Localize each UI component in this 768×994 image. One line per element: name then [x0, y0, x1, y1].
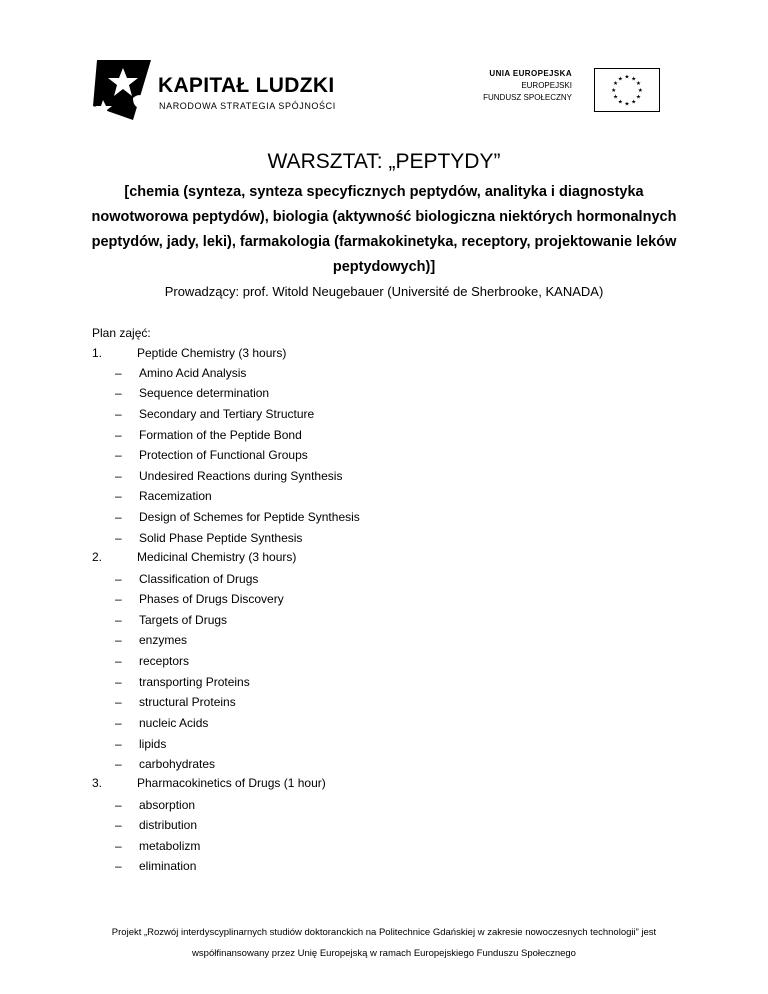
svg-text:★: ★ — [624, 74, 630, 81]
list-bullet: – — [115, 633, 122, 647]
list-item: distribution — [139, 818, 198, 832]
list-item: metabolizm — [139, 839, 201, 853]
section-title: Pharmacokinetics of Drugs (1 hour) — [137, 776, 326, 790]
svg-text:★: ★ — [612, 81, 619, 88]
list-bullet: – — [115, 818, 122, 832]
subtitle-line: peptydów, jady, leki), farmakologia (farmakokinetyka, receptory, projektowanie leków — [91, 234, 677, 250]
section-number: 3. — [92, 776, 103, 790]
list-item: Undesired Reactions during Synthesis — [139, 469, 343, 483]
list-bullet: – — [115, 531, 122, 545]
list-bullet: – — [115, 428, 122, 442]
list-item: receptors — [139, 654, 190, 668]
kapital-ludzki-logo — [93, 56, 336, 120]
list-bullet: – — [115, 592, 122, 606]
list-item: Targets of Drugs — [139, 613, 228, 627]
kapital-ludzki-subtitle: NARODOWA STRATEGIA SPÓJNOŚCI — [159, 101, 336, 111]
footer — [0, 922, 768, 964]
list-item: Solid Phase Peptide Synthesis — [139, 531, 303, 545]
list-bullet: – — [115, 675, 122, 689]
list-item: Amino Acid Analysis — [139, 366, 247, 380]
svg-text:★: ★ — [611, 87, 617, 94]
list-item: Secondary and Tertiary Structure — [139, 407, 315, 421]
list-item: Formation of the Peptide Bond — [139, 428, 302, 442]
list-bullet: – — [115, 859, 122, 873]
subtitle-line: peptydowych)] — [332, 259, 436, 275]
section-title: Peptide Chemistry (3 hours) — [137, 346, 287, 360]
list-bullet: – — [115, 757, 122, 771]
svg-text:★: ★ — [617, 76, 623, 83]
eu-line-3: FUNDUSZ SPOŁECZNY — [483, 93, 572, 102]
list-item: absorption — [139, 798, 196, 812]
list-bullet: – — [115, 839, 122, 853]
plan-label: Plan zajęć: — [92, 326, 151, 340]
svg-text:★: ★ — [635, 81, 642, 88]
svg-text:★: ★ — [635, 94, 642, 101]
eu-line-2: EUROPEJSKI — [521, 81, 572, 90]
list-bullet: – — [115, 489, 122, 503]
svg-text:★: ★ — [631, 76, 637, 83]
eu-line-1: UNIA EUROPEJSKA — [489, 69, 572, 78]
list-bullet: – — [115, 613, 122, 627]
list-item: enzymes — [139, 633, 188, 647]
svg-text:★: ★ — [617, 99, 623, 106]
list-item: Protection of Functional Groups — [139, 448, 308, 462]
list-item: Racemization — [139, 489, 212, 503]
page-title: WARSZTAT: „PEPTYDY” — [267, 150, 501, 173]
list-item: nucleic Acids — [139, 716, 209, 730]
list-bullet: – — [115, 737, 122, 751]
eu-logo — [480, 68, 660, 112]
list-item: Sequence determination — [139, 386, 270, 400]
svg-text:★: ★ — [631, 99, 637, 106]
list-bullet: – — [115, 469, 122, 483]
list-bullet: – — [115, 448, 122, 462]
subtitle-line: [chemia (synteza, synteza specyficznych peptydów, analityka i diagnostyka — [124, 184, 644, 200]
list-bullet: – — [115, 654, 122, 668]
svg-text:★: ★ — [612, 94, 619, 101]
list-bullet: – — [115, 695, 122, 709]
list-item: Phases of Drugs Discovery — [139, 592, 284, 606]
list-bullet: – — [115, 386, 122, 400]
list-bullet: – — [115, 716, 122, 730]
workshop-subtitle — [82, 180, 686, 280]
section-number: 1. — [92, 346, 103, 360]
eu-flag-icon — [594, 68, 660, 112]
list-bullet: – — [115, 510, 122, 524]
list-item: Classification of Drugs — [139, 572, 259, 586]
list-item: elimination — [139, 859, 197, 873]
svg-text:★: ★ — [624, 101, 630, 108]
kapital-ludzki-emblem-icon — [93, 56, 155, 120]
list-item: structural Proteins — [139, 695, 236, 709]
list-item: Design of Schemes for Peptide Synthesis — [139, 510, 360, 524]
list-item: carbohydrates — [139, 757, 216, 771]
list-bullet: – — [115, 407, 122, 421]
svg-text:★: ★ — [637, 87, 643, 94]
footer-line: Projekt „Rozwój interdyscyplinarnych studiów doktoranckich na Politechnice Gdańskiej w zakresie nowoczesnych technologii” jest — [111, 927, 657, 938]
list-item: lipids — [139, 737, 167, 751]
list-item: transporting Proteins — [139, 675, 250, 689]
list-bullet: – — [115, 572, 122, 586]
list-bullet: – — [115, 366, 122, 380]
section-number: 2. — [92, 550, 103, 564]
section-title: Medicinal Chemistry (3 hours) — [137, 550, 297, 564]
list-bullet: – — [115, 798, 122, 812]
kapital-ludzki-title: KAPITAŁ LUDZKI — [158, 74, 335, 97]
eu-logo-text — [483, 68, 572, 104]
subtitle-line: nowotworowa peptydów), biologia (aktywność biologiczna niektórych hormonalnych — [91, 209, 677, 225]
footer-line: współfinansowany przez Unię Europejską w ramach Europejskiego Funduszu Społecznego — [192, 948, 576, 959]
instructor-line: Prowadzący: prof. Witold Neugebauer (Université de Sherbrooke, KANADA) — [164, 284, 604, 299]
